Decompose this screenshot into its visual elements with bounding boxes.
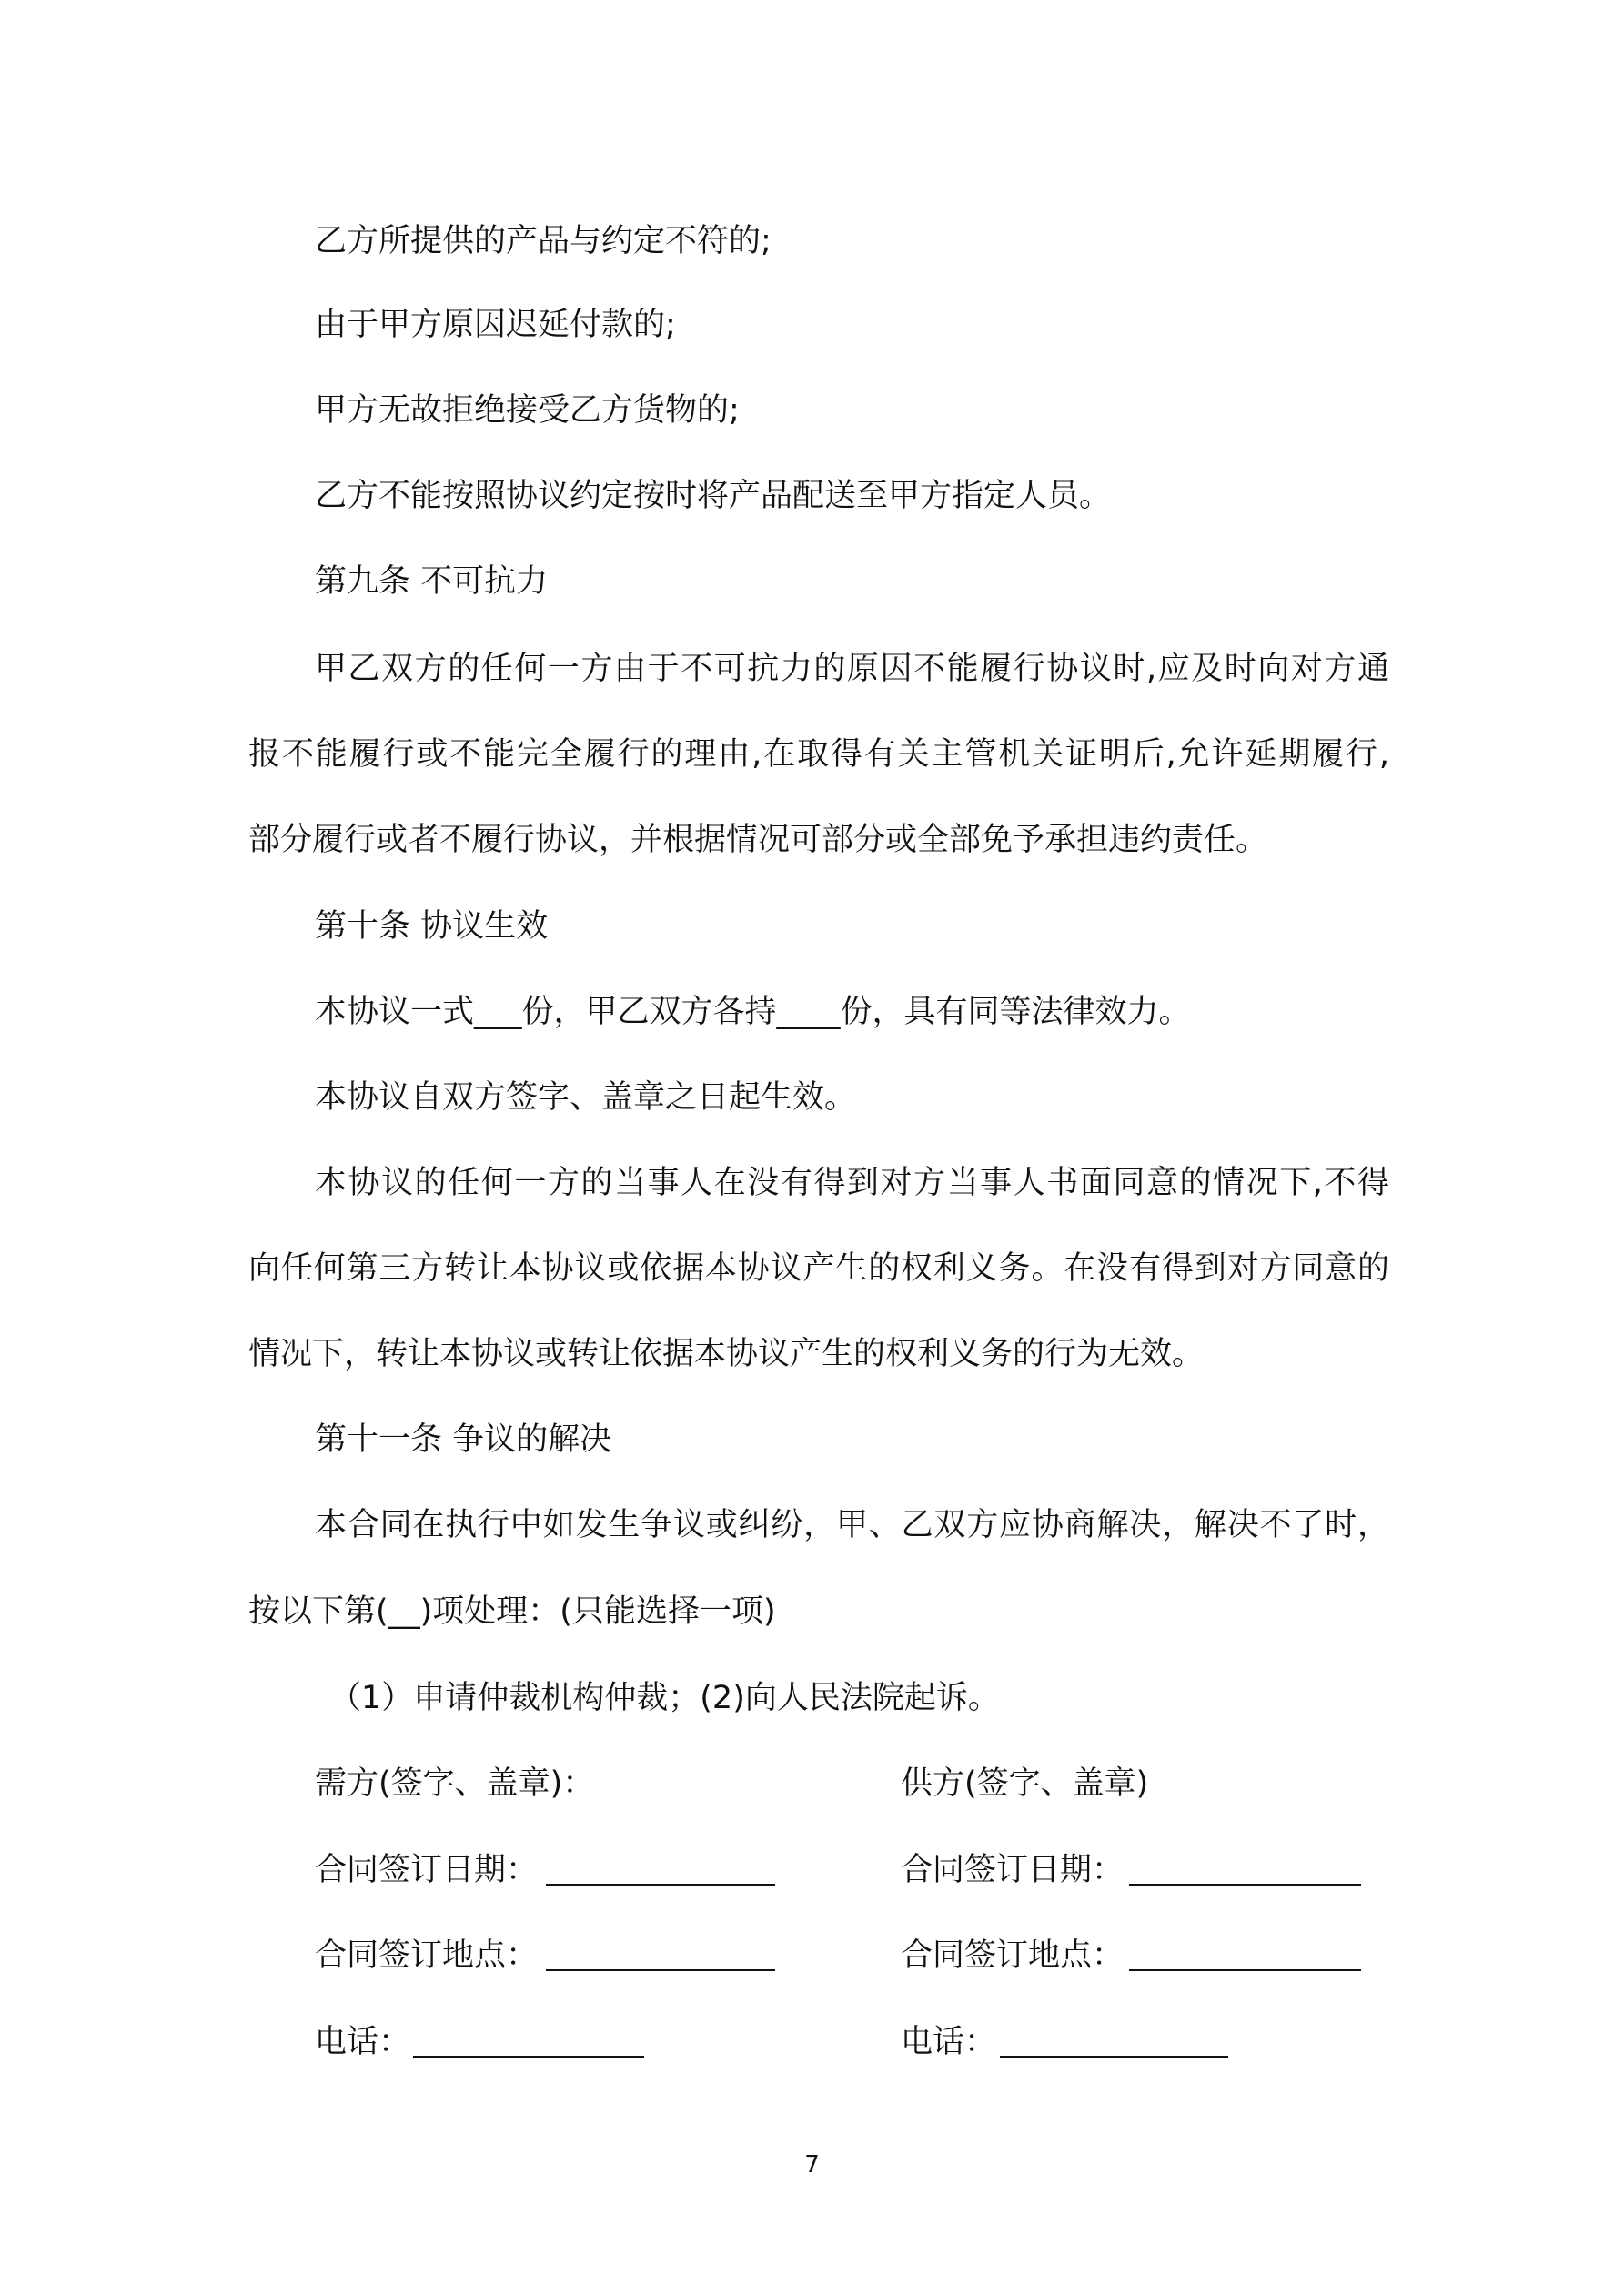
paragraph-line: 本合同在执行中如发生争议或纠纷，甲、乙双方应协商解决，解决不了时， <box>315 1507 1389 1543</box>
buyer-phone-blank <box>413 2056 644 2058</box>
buyer-phone-label: 电话： <box>315 2024 411 2060</box>
seller-phone-label: 电话： <box>901 2024 997 2060</box>
seller-label: 供方(签字、盖章) <box>901 1765 1149 1802</box>
paragraph-line: 本协议自双方签字、盖章之日起生效。 <box>315 1079 857 1116</box>
buyer-place-label: 合同签订地点： <box>315 1937 539 1974</box>
buyer-label: 需方(签字、盖章)： <box>315 1765 595 1802</box>
page-number: 7 <box>804 2151 820 2179</box>
seller-place-blank <box>1129 1969 1361 1971</box>
buyer-date-label: 合同签订日期： <box>315 1852 539 1888</box>
section-heading: 第九条 不可抗力 <box>315 563 549 600</box>
paragraph-line: 乙方所提供的产品与约定不符的; <box>315 223 772 259</box>
paragraph-line: 本协议一式___份，甲乙双方各持____份，具有同等法律效力。 <box>315 994 1191 1030</box>
paragraph-line: 乙方不能按照协议约定按时将产品配送至甲方指定人员。 <box>315 478 1112 514</box>
paragraph-line: 报不能履行或不能完全履行的理由,在取得有关主管机关证明后,允许延期履行, <box>248 736 1389 773</box>
paragraph-line: 部分履行或者不履行协议，并根据情况可部分或全部免予承担违约责任。 <box>248 822 1268 858</box>
section-heading: 第十一条 争议的解决 <box>315 1421 612 1458</box>
paragraph-line: 本协议的任何一方的当事人在没有得到对方当事人书面同意的情况下,不得 <box>315 1165 1389 1201</box>
paragraph-line: 甲乙双方的任何一方由于不可抗力的原因不能履行协议时,应及时向对方通 <box>315 651 1389 687</box>
paragraph-line: 按以下第(__)项处理：(只能选择一项) <box>248 1593 776 1630</box>
paragraph-line: （1）申请仲裁机构仲裁；(2)向人民法院起诉。 <box>329 1680 1000 1716</box>
section-heading: 第十条 协议生效 <box>315 908 549 945</box>
seller-date-label: 合同签订日期： <box>901 1852 1125 1888</box>
seller-date-blank <box>1129 1884 1361 1886</box>
buyer-date-blank <box>546 1884 775 1886</box>
seller-place-label: 合同签订地点： <box>901 1937 1125 1974</box>
paragraph-line: 由于甲方原因迟延付款的; <box>315 307 676 343</box>
paragraph-line: 甲方无故拒绝接受乙方货物的; <box>315 392 740 429</box>
seller-phone-blank <box>1000 2056 1228 2058</box>
paragraph-line: 向任何第三方转让本协议或依据本协议产生的权利义务。在没有得到对方同意的 <box>248 1250 1389 1287</box>
paragraph-line: 情况下，转让本协议或转让依据本协议产生的权利义务的行为无效。 <box>248 1336 1205 1372</box>
buyer-place-blank <box>546 1969 775 1971</box>
